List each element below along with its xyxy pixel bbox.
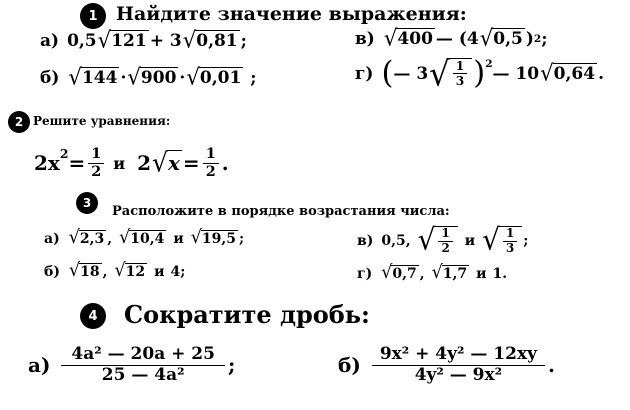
task-4b-fraction: б) $\frac{\text{9x² + 4y² — 12xy}}{\text{4y² — 9x²}}$ . <box>338 344 555 385</box>
task-number-badge-4: 4 <box>80 303 106 329</box>
task-3a-numbers: а) √ 2,3 , √ 10,4 и √ 19,5 ; <box>44 227 245 249</box>
sqrt-sign: √ 10,4 <box>119 227 165 249</box>
task-2-equations: 2x $^2$ = $\frac{1}{2}$ и 2 √ x = $\frac{1}{2}$ . <box>34 145 229 180</box>
fraction: $\frac{\text{4a² — 20a + 25}}{\text{25 — 4a²}}$ <box>61 345 225 385</box>
sqrt-sign: √ 0,01 <box>186 64 242 91</box>
sqrt-sign: √ 400 <box>383 25 433 52</box>
sqrt-sign: √ 18 <box>68 260 100 282</box>
sqrt-sign: √ $\frac{1}{2}$ <box>418 226 458 255</box>
sqrt-sign: √ 0,81 <box>182 27 238 54</box>
sqrt-sign: √ 0,7 <box>381 262 417 284</box>
task-number-badge-1: 1 <box>80 3 106 29</box>
task-number-badge-2: 2 <box>8 111 30 133</box>
task-1b-expression: б) √ 144 · √ 900 · √ 0,01 ; <box>40 64 257 91</box>
sqrt-sign: √ 144 <box>68 64 118 91</box>
task-1a-expression: а) 0,5 √ 121 + 3 √ 0,81 ; <box>40 27 247 54</box>
sqrt-sign: √ 12 <box>114 260 146 282</box>
task-3g-numbers: г) √ 0,7 , √ 1,7 и 1. <box>357 262 508 284</box>
sqrt-sign: √ 0,64 <box>540 60 596 87</box>
sqrt-sign: √ 121 <box>97 27 147 54</box>
task-2-title: Решите уравнения: <box>33 114 171 128</box>
task-1g-expression: г) ( — 3 √ $\frac{1}{3}$ ) $^2$ — 10 √ 0,64 . <box>355 54 604 94</box>
sqrt-sign: √ 900 <box>127 64 177 91</box>
fraction: $\frac{\text{9x² + 4y² — 12xy}}{\text{4y² — 9x²}}$ <box>372 345 545 385</box>
sqrt-sign: √ x <box>152 147 180 178</box>
task-3v-numbers: в) 0,5, √ $\frac{1}{2}$ и √ $\frac{1}{3}$ ; <box>357 222 529 257</box>
sqrt-sign: √ $\frac{1}{3}$ <box>482 226 522 255</box>
sqrt-sign: √ 2,3 <box>68 227 105 249</box>
sqrt-sign: √ 19,5 <box>190 227 237 249</box>
task-number-badge-3: 3 <box>76 192 98 214</box>
task-1-title: Найдите значение выражения: <box>116 3 467 25</box>
task-4-title: Сократите дробь: <box>124 300 370 329</box>
task-3-title: Расположите в порядке возрастания числа: <box>112 204 450 219</box>
task-1v-expression: в) √ 400 — (4 √ 0,5 ) 2 ; <box>355 25 548 52</box>
sqrt-sign: √ $\frac{1}{3}$ <box>429 58 472 90</box>
sqrt-sign: √ 1,7 <box>431 262 468 284</box>
task-4a-fraction: а) $\frac{\text{4a² — 20a + 25}}{\text{25 — 4a²}}$ ; <box>28 344 236 385</box>
sqrt-sign: √ 0,5 <box>479 25 523 52</box>
task-3b-numbers: б) √ 18 , √ 12 и 4 ; <box>44 260 186 282</box>
